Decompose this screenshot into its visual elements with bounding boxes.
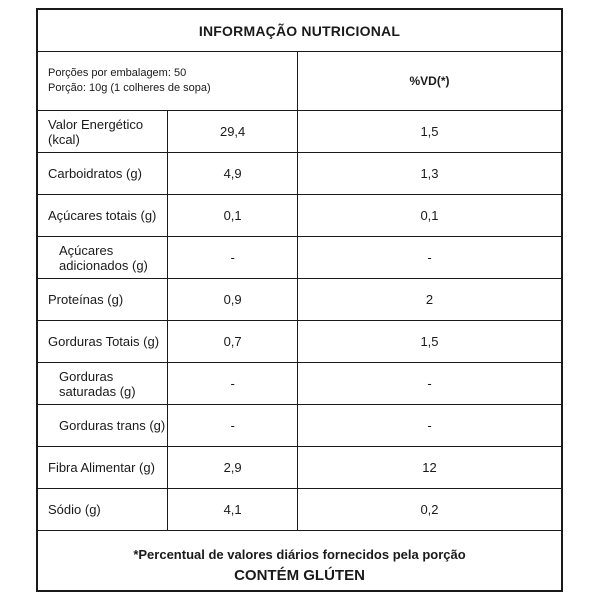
nutrient-label: Carboidratos (g) bbox=[38, 153, 168, 195]
nutrient-label: Açúcares totais (g) bbox=[38, 195, 168, 237]
nutrient-daily-value: 1,5 bbox=[298, 111, 562, 153]
table-row bbox=[38, 279, 561, 321]
nutrient-label: Açúcares adicionados (g) bbox=[38, 237, 168, 279]
nutrient-amount: 29,4 bbox=[168, 111, 298, 153]
nutrient-daily-value: 1,5 bbox=[298, 321, 562, 363]
nutrient-amount: 0,9 bbox=[168, 279, 298, 321]
panel-footer bbox=[38, 530, 561, 599]
nutrient-daily-value: 12 bbox=[298, 447, 562, 489]
nutrient-label: Fibra Alimentar (g) bbox=[38, 447, 168, 489]
nutrient-daily-value: - bbox=[298, 405, 562, 447]
nutrient-amount: 0,1 bbox=[168, 195, 298, 237]
allergen-warning: CONTÉM GLÚTEN bbox=[234, 566, 365, 584]
nutrient-daily-value: 0,1 bbox=[298, 195, 562, 237]
daily-value-header: %VD(*) bbox=[298, 52, 562, 111]
nutrient-label: Sódio (g) bbox=[38, 489, 168, 531]
table-row bbox=[38, 405, 561, 447]
table-row bbox=[38, 237, 561, 279]
serving-header-row bbox=[38, 52, 561, 111]
serving-size: Porção: 10g (1 colheres de sopa) bbox=[48, 82, 211, 94]
daily-value-footnote: *Percentual de valores diários fornecidos pela porção bbox=[133, 546, 466, 562]
nutrient-label: Proteínas (g) bbox=[38, 279, 168, 321]
nutrient-label: Gorduras saturadas (g) bbox=[38, 363, 168, 405]
nutrient-daily-value: - bbox=[298, 237, 562, 279]
nutrient-amount: - bbox=[168, 237, 298, 279]
table-row bbox=[38, 363, 561, 405]
nutrient-amount: 4,9 bbox=[168, 153, 298, 195]
nutrient-amount: 4,1 bbox=[168, 489, 298, 531]
table-row bbox=[38, 111, 561, 153]
servings-per-package: Porções por embalagem: 50 bbox=[48, 67, 187, 79]
serving-info bbox=[38, 52, 298, 111]
nutrient-amount: 2,9 bbox=[168, 447, 298, 489]
table-row bbox=[38, 321, 561, 363]
nutrition-facts-panel bbox=[36, 8, 563, 592]
nutrient-label: Gorduras trans (g) bbox=[38, 405, 168, 447]
nutrient-label: Gorduras Totais (g) bbox=[38, 321, 168, 363]
nutrient-daily-value: - bbox=[298, 363, 562, 405]
panel-title: INFORMAÇÃO NUTRICIONAL bbox=[38, 10, 561, 52]
nutrient-label: Valor Energético (kcal) bbox=[38, 111, 168, 153]
nutrient-amount: - bbox=[168, 405, 298, 447]
nutrient-amount: - bbox=[168, 363, 298, 405]
table-row bbox=[38, 489, 561, 531]
nutrient-daily-value: 1,3 bbox=[298, 153, 562, 195]
table-row bbox=[38, 153, 561, 195]
nutrient-amount: 0,7 bbox=[168, 321, 298, 363]
nutrient-daily-value: 2 bbox=[298, 279, 562, 321]
table-row bbox=[38, 447, 561, 489]
table-row bbox=[38, 195, 561, 237]
nutrition-table bbox=[38, 52, 561, 530]
nutrient-daily-value: 0,2 bbox=[298, 489, 562, 531]
